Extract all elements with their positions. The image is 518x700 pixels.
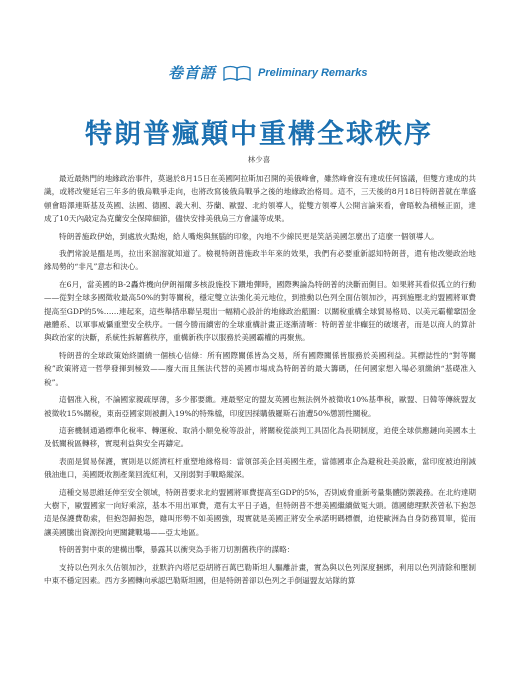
paragraph: 表面是貿易保護，實則是以經濟杠杆重塑地緣格局：當領部美企回美國生產，當德國車企為避稅赴美設廠，當印度被迫削減俄油進口，美國既收割產業回流紅利，又削弱對手戰略縱深。	[44, 456, 476, 480]
paragraph: 我們常說是醞是馬，拉出來溜溜就知道了。檢視特朗普施政半年來的效果，我們有必要重新認知特朗普，還有他改變政治地緣局勢的“非凡”意志和決心。	[44, 249, 476, 272]
section-label-en: Preliminary Remarks	[258, 66, 368, 79]
section-header	[168, 62, 367, 83]
paragraph: 最近最熱門的地緣政治事件，莫過於8月15日在美國阿拉斯加召開的美俄峰會，雖然峰會沒有達成任何協議，但雙方達成的共識，或將改變延宕三年多的俄烏戰爭走向，也將改寫後俄烏戰爭之後的地緣政治格局。這不，三天後的8月18日特朗普就在華盛頓會晤澤連斯基及英國、法國、德國、義大利、芬蘭、歐盟、北約領導人，從雙方領導人公開言論來看，會晤較為積極正面，達成了10天內敲定為克蘭安全保障細節，儘快安排美俄烏三方會議等成果。	[44, 174, 476, 224]
section-label-cn: 卷首語	[168, 64, 217, 82]
open-book-icon	[222, 64, 252, 82]
paragraph: 支持以色列永久佔領加沙，並默許內塔尼亞胡將百萬巴勒斯坦人驅離計畫，實為與以色列深度捆綁，利用以色列清除和壓制中東不穩定因素。西方多國轉向承認巴勒斯坦國，但是特朗普卻以色列之手倒逼盟友站隊的算	[44, 562, 476, 585]
paragraph: 特朗普對中東的建構出擊，暴露其以衝突為手術刀切割舊秩序的謀略：	[59, 545, 295, 555]
paragraph: 這個准入稅，不論國家親疏厚薄，多少都要繳。連最堅定的盟友英國也無法例外被徵收10%基準稅，歐盟、日韓等傳統盟友被徵收15%關稅，東南亞國家則被劃入19%的特殊檔，印度因採購俄羅斯石油遭50%懲罰性關稅。	[44, 395, 476, 418]
paragraph: 特朗普的全球政策始終圍繞一個核心信條：所有國際關係皆為交易，所有國際關係皆服務於美國利益。其標誌性的“對等關稅”政策將這一哲學發揮到極致——廢大而且無法代替的美國市場成為特朗普的最大籌碼，任何國家想入場必須繳納“基礎准入稅”。	[44, 350, 476, 387]
paragraph: 這種交易思維延伸至安全領域，特朗普要求北約盟國將軍費提高至GDP的5%，否則威脅重新考量集體防禦義務。在北約達期大樹下，歐盟國家一向好乘涼，基本不用出軍費，還有太平日子過，但特朗普不想美國繼續做冤大頭。德國總理默茨曾私下抱怨這是保護費勒索，但抱怨歸抱怨，雖叫形勢不如美國強，現實就是美國正將安全承諾明碼標價，迫使歐洲為自身防務買單，從而讓美國騰出資源投向更關鍵戰場——亞太地區。	[44, 487, 476, 537]
article-body	[44, 172, 476, 591]
article-title: 特朗普瘋顛中重構全球秩序	[85, 119, 433, 150]
paragraph: 特朗普施政伊始，到處放火點炮，給人嘴炮與無腦的印象，內地不少線民更是笑話美國怎麼出了這麼一個領導人。	[59, 231, 439, 241]
article-author: 林少喜	[247, 155, 271, 164]
paragraph: 在6月，當美國的B-2轟炸機向伊朗福爾多核設施投下鑽地彈時，國際輿論為特朗普的決斷而側目。如果將其看似孤立的行動——從對全球多國徵收最高50%的對等關稅，穩定雙立法強化美元地位，到推動以色列全面佔領加沙，再到施壓北約盟國將軍費提高至GDP的5%……連起來，這些舉措串聯呈現出一幅精心設計的地緣政治藍圖：以關稅重構全球貿易格局、以美元霸權鞏固金融體系、以軍事威懾重塑安全秩序。一個今勝而續密的全球重構計畫正逐漸清晰：特朗普並非癲狂的破壞者，而是以商人的算計與政治家的決斷，系統性拆解舊秩序，重構新秩序以服務於美國霸權的再聚焦。	[44, 279, 476, 343]
paragraph: 這套機制通過標準化稅率、轉運稅、取消小額免稅等設計，將關稅從談判工具固化為長期制度，迫使全球供應鏈向美國本土及低關稅區轉移，實現利益與安全再鑄定。	[44, 425, 476, 449]
